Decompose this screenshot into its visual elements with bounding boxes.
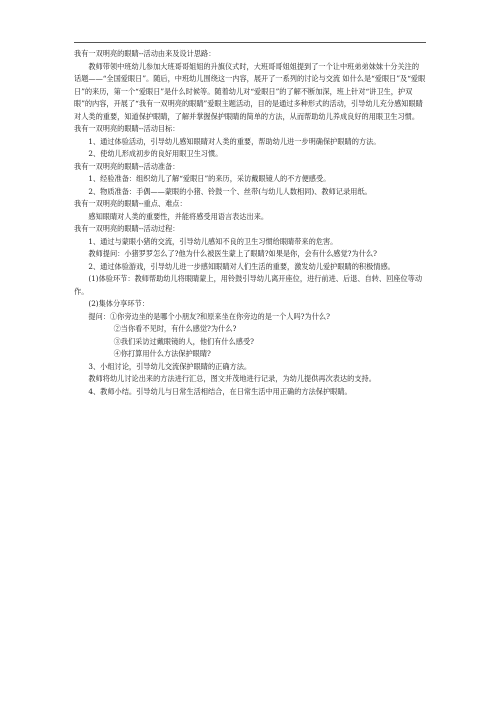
- teacher-question: 教师提问：小猪罗罗怎么了?他为什么被医生蒙上了眼睛?如果是你，会有什么感觉?为什么?: [88, 249, 377, 258]
- process-step-2: 2、通过体验游戏，引导幼儿进一步感知眼睛对人们生活的重要，激发幼儿爱护眼睛的积极情感。: [88, 261, 395, 271]
- paragraph-origin: 教师带领中班幼儿参加大班哥哥姐姐的升旗仪式时，大班哥哥姐姐提到了一个让中班弟弟妹妹十分关注的话题——“全国爱眼日”。随后，中班幼儿围绕这一内容，展开了一系列的讨论与交流 如什么是“爱眼日”及“爱眼日”的来历，第一个“爱眼日”是什么时候等。随着幼儿对“爱眼日”的了解不断加深，班上针对“讲卫生，护双眼”的内容，开展了“我有一双明亮的眼睛”爱眼主题活动，目的是通过多种形式的活动，引导幼儿充分感知眼睛对人类的重要，知道保护眼睛，了解并掌握保护眼睛的简单的方法，从而帮助幼儿养成良好的用眼卫生习惯。: [74, 61, 426, 121]
- preparation-item-1: 1、经验准备：组织幼儿了解“爱眼日”的来历，采访戴眼镜人的不方便感受。: [88, 174, 331, 183]
- header-rule: [74, 42, 426, 43]
- sharing-segment: (2)集体分享环节：: [88, 299, 149, 308]
- goal-item-2: 2、使幼儿形成初步的良好用眼卫生习惯。: [88, 149, 223, 158]
- section-heading-key-points: 我有一双明亮的眼睛--重点、难点：: [74, 199, 187, 208]
- question-4: ④你打算用什么方法保护眼睛?: [113, 349, 211, 358]
- preparation-item-2: 2、物质准备：手偶——蒙眼的小猪、铃鼓一个、丝带(与幼儿人数相同)、教师记录用纸。: [88, 186, 372, 196]
- question-3: ③我们采访过戴眼镜的人，他们有什么感受?: [113, 336, 255, 346]
- section-heading-preparation: 我有一双明亮的眼睛--活动准备：: [74, 161, 180, 171]
- question-2: ②当你看不见时，有什么感觉?为什么?: [113, 324, 237, 333]
- document-body: [74, 48, 426, 398]
- goal-item-1: 1、通过体验活动，引导幼儿感知眼睛对人类的重要，帮助幼儿进一步明确保护眼睛的方法。: [88, 136, 381, 146]
- process-step-1: 1、通过与蒙眼小猪的交流，引导幼儿感知不良的卫生习惯给眼睛带来的危害。: [88, 236, 338, 246]
- section-heading-origin: 我有一双明亮的眼睛--活动由来及设计思路：: [74, 49, 216, 58]
- question-1: 提问：①你旁边坐的是哪个小朋友?和原来坐在你旁边的是一个人吗?为什么?: [88, 311, 330, 321]
- section-heading-goals: 我有一双明亮的眼睛--活动目标：: [74, 124, 180, 133]
- section-heading-process: 我有一双明亮的眼睛--活动过程：: [74, 224, 180, 233]
- experience-segment: (1)体验环节：教师帮助幼儿将眼睛蒙上，用铃鼓引导幼儿离开座位，进行前进、后退、自转、回座位等动作。: [74, 274, 423, 296]
- process-step-4: 4、教师小结。引导幼儿与日常生活相结合，在日常生活中用正确的方法保护眼睛。: [88, 386, 352, 396]
- process-step-3: 3、小组讨论，引导幼儿交流保护眼睛的正确方法。: [88, 361, 252, 371]
- key-points-text: 感知眼睛对人类的重要性，并能将感受用语言表达出来。: [88, 211, 269, 221]
- summary-note: 教师将幼儿讨论出来的方法进行汇总，图文并茂地进行记录，为幼儿提供再次表达的支持。: [88, 374, 376, 383]
